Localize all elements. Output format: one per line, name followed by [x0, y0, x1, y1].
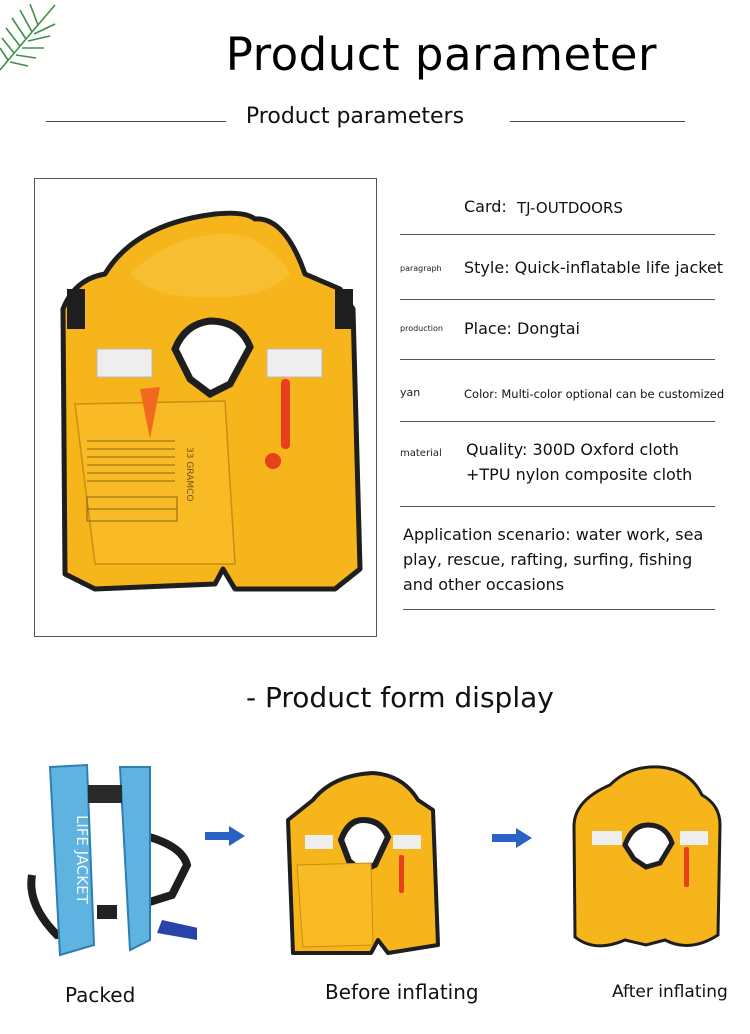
param-style-text: Style: Quick-inflatable life jacket [464, 258, 724, 277]
arrow-right-icon [205, 826, 245, 846]
param-color-tag: yan [400, 386, 421, 399]
param-row-color [400, 360, 725, 422]
param-place-text: Place: Dongtai [464, 319, 580, 338]
param-card-value: TJ-OUTDOORS [517, 199, 623, 217]
param-color-text: Color: Multi-color optional can be customized [464, 387, 725, 401]
section-subtitle: Product parameters [245, 104, 465, 129]
scenario-line-3: and other occasions [403, 575, 565, 594]
caption-before-inflating: Before inflating [325, 980, 479, 1004]
divider-right [510, 121, 685, 122]
param-quality-line2: +TPU nylon composite cloth [466, 465, 693, 484]
scenario-line-1: Application scenario: water work, sea [403, 525, 704, 544]
param-row-place [400, 300, 715, 360]
product-photo-frame [34, 178, 377, 637]
caption-after-inflating: After inflating [612, 982, 728, 1002]
vest-brand-print: 33 GRAMCO [184, 447, 194, 502]
life-jacket-image [35, 179, 376, 636]
section-header-parameters [0, 104, 750, 136]
param-quality-tag: material [400, 448, 442, 459]
param-place-tag: production [400, 324, 443, 333]
form-display-title: - Product form display [246, 681, 554, 714]
application-scenario [403, 522, 715, 597]
param-quality-line1: Quality: 300D Oxford cloth [466, 440, 679, 459]
caption-packed: Packed [65, 983, 136, 1007]
scenario-divider [403, 609, 715, 610]
param-row-quality [400, 422, 715, 507]
jacket-after-inflating-image [570, 765, 722, 955]
param-style-tag: paragraph [400, 264, 442, 273]
param-card-label: Card: [464, 197, 507, 216]
packed-jacket-image [22, 755, 197, 960]
jacket-before-inflating-image [283, 765, 443, 960]
packed-jacket-print: LIFE JACKET [73, 815, 91, 904]
scenario-line-2: play, rescue, rafting, surfing, fishing [403, 550, 693, 569]
page-title: Product parameter [225, 28, 657, 81]
param-row-card [400, 190, 715, 235]
param-row-style [400, 235, 724, 300]
arrow-right-icon [492, 828, 532, 848]
